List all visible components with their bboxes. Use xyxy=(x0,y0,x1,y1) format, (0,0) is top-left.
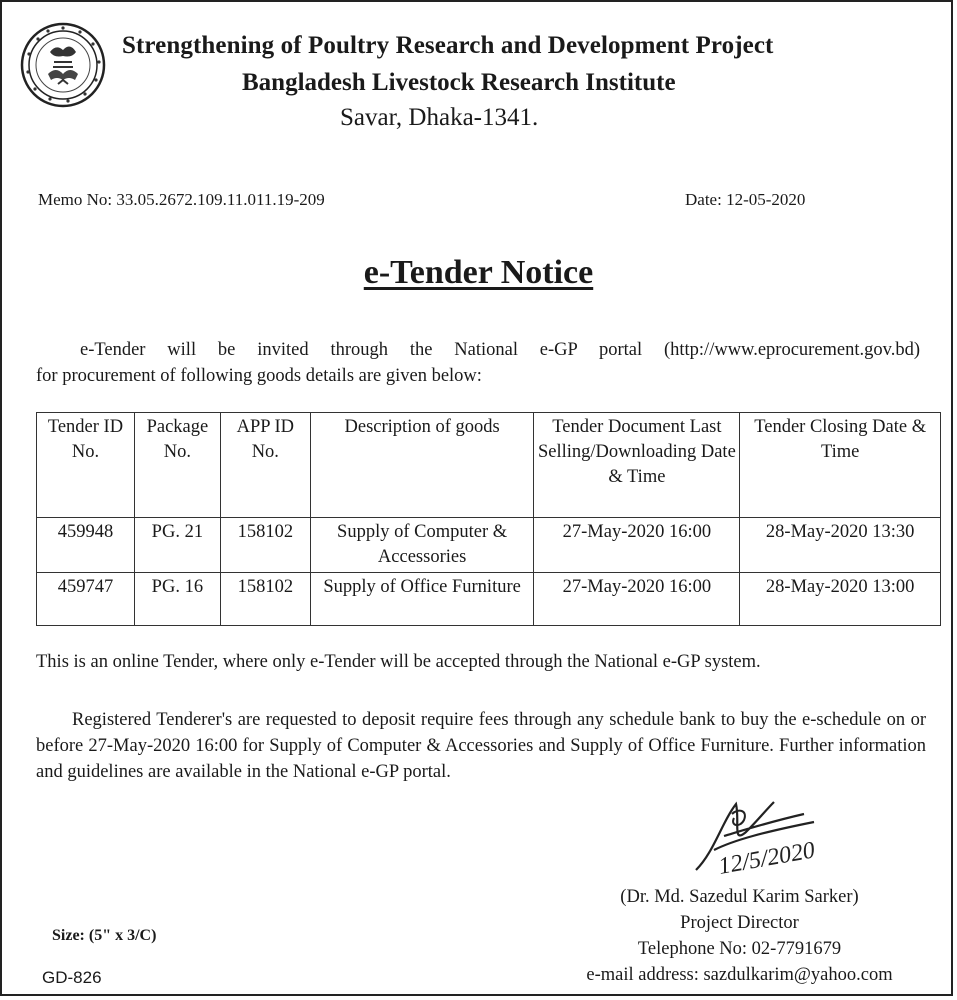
cell-last-selling-date: 27-May-2020 16:00 xyxy=(534,573,740,626)
cell-description: Supply of Office Furniture xyxy=(310,573,534,626)
intro-paragraph xyxy=(36,337,920,389)
institute-name: Bangladesh Livestock Research Institute xyxy=(242,69,676,96)
project-title: Strengthening of Poultry Research and Development Project xyxy=(122,32,774,59)
bangladesh-livestock-research-institute-seal-icon xyxy=(20,22,106,108)
cell-tender-id: 459747 xyxy=(37,573,135,626)
intro-line-1: e-Tender will be invited through the National e-GP portal (http://www.eprocurement.gov.bd) xyxy=(80,340,920,360)
header-last-selling-date: Tender Document Last Selling/Downloading Date & Time xyxy=(534,413,740,518)
gd-code: GD-826 xyxy=(42,968,102,987)
memo-date: Date: 12-05-2020 xyxy=(685,190,806,209)
cell-closing-date: 28-May-2020 13:00 xyxy=(740,573,941,626)
table-row xyxy=(37,518,941,573)
signatory-name: (Dr. Md. Sazedul Karim Sarker) xyxy=(620,887,859,907)
signatory-block xyxy=(532,884,947,988)
header-tender-id: Tender ID No. xyxy=(37,413,135,518)
header-package-no: Package No. xyxy=(134,413,220,518)
header-closing-date: Tender Closing Date & Time xyxy=(740,413,941,518)
fees-paragraph xyxy=(36,707,926,785)
memo-number: Memo No: 33.05.2672.109.11.011.19-209 xyxy=(38,190,325,209)
ad-size-note: Size: (5" x 3/C) xyxy=(52,927,157,944)
online-tender-statement: This is an online Tender, where only e-Tender will be accepted through the National e-GP system. xyxy=(36,652,761,672)
cell-app-id: 158102 xyxy=(220,573,310,626)
cell-closing-date: 28-May-2020 13:30 xyxy=(740,518,941,573)
signatory-email: e-mail address: sazdulkarim@yahoo.com xyxy=(586,965,893,985)
table-row xyxy=(37,573,941,626)
signatory-telephone: Telephone No: 02-7791679 xyxy=(637,939,842,959)
intro-line-2: for procurement of following goods details are given below: xyxy=(36,366,482,386)
cell-last-selling-date: 27-May-2020 16:00 xyxy=(534,518,740,573)
fees-paragraph-text: Registered Tenderer's are requested to deposit require fees through any schedule bank to buy the e-schedule on or before 27-May-2020 16:00 for Supply of Computer & Accessories and Supply of Office Furniture. Further information and guidelines are available in the National e-GP portal. xyxy=(36,710,926,782)
cell-package-no: PG. 16 xyxy=(134,573,220,626)
header-description: Description of goods xyxy=(310,413,534,518)
header-app-id: APP ID No. xyxy=(220,413,310,518)
handwritten-signature-icon xyxy=(674,792,844,882)
institute-address: Savar, Dhaka-1341. xyxy=(340,104,539,131)
signatory-designation: Project Director xyxy=(680,913,799,933)
signature-date: 12/5/2020 xyxy=(716,837,817,880)
cell-tender-id: 459948 xyxy=(37,518,135,573)
cell-description: Supply of Computer & Accessories xyxy=(310,518,534,573)
cell-app-id: 158102 xyxy=(220,518,310,573)
tender-table xyxy=(36,412,941,626)
cell-package-no: PG. 21 xyxy=(134,518,220,573)
notice-title: e-Tender Notice xyxy=(363,254,594,291)
table-header-row xyxy=(37,413,941,518)
